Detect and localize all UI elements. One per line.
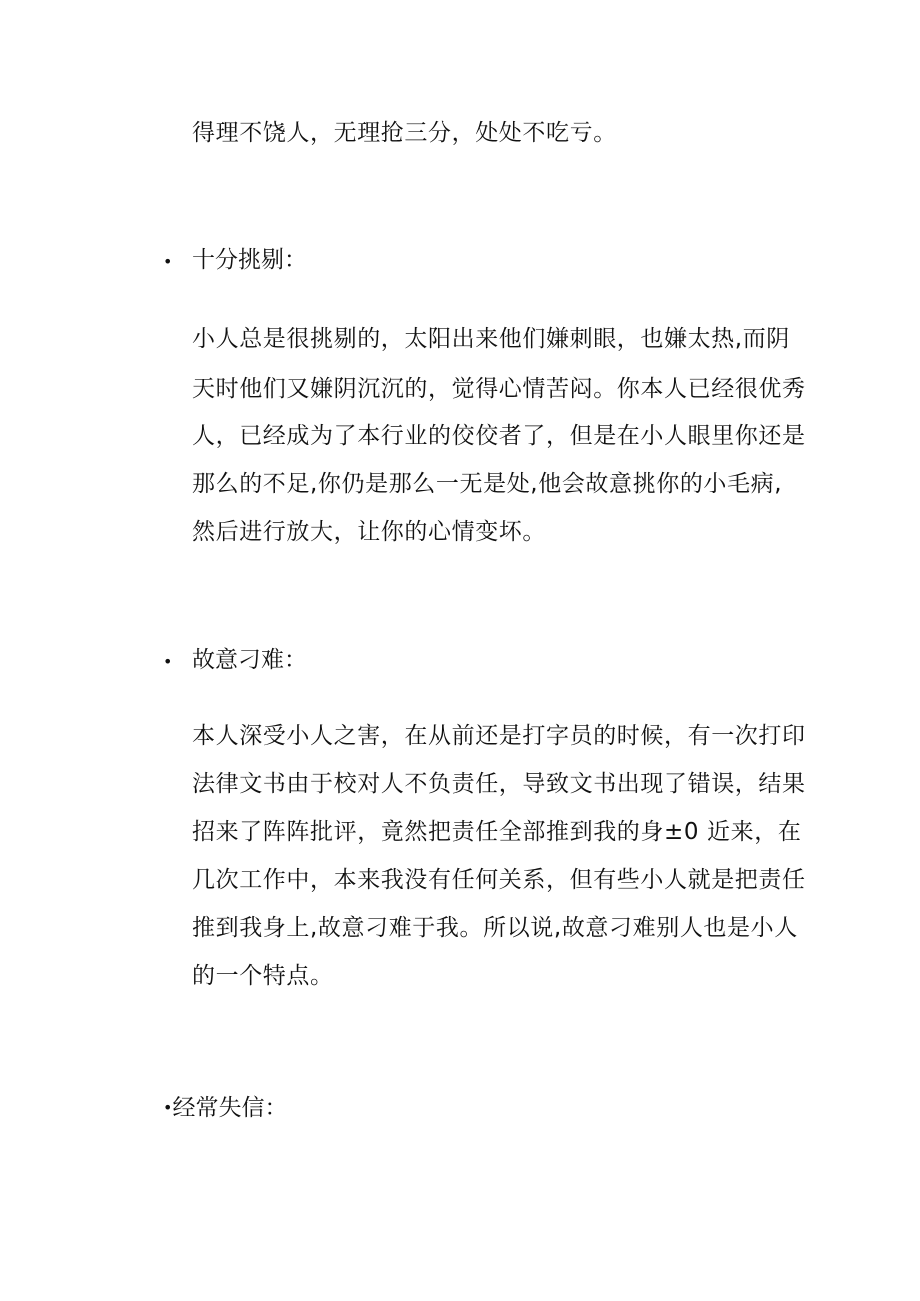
section-heading-label: 经常失信： <box>172 1095 288 1121</box>
paragraph-line: 那么的不足,你仍是那么一无是处,他会故意挑你的小毛病, <box>192 471 783 497</box>
bullet-marker: • <box>163 1098 173 1117</box>
section-heading-picky: 十分挑剔： <box>192 247 307 273</box>
paragraph-line: 招来了阵阵批评，竟然把责任全部推到我的身±0 近来，在 <box>192 819 802 845</box>
section-heading-difficulty: 故意刁难： <box>192 647 307 673</box>
paragraph-line: 法律文书由于校对人不负责任，导致文书出现了错误，结果 <box>192 771 806 797</box>
paragraph-line: 小人总是很挑剔的，太阳出来他们嫌刺眼，也嫌太热,而阴 <box>192 326 790 352</box>
paragraph-line: 推到我身上,故意刁难于我。所以说,故意刁难别人也是小人 <box>192 915 798 941</box>
paragraph-line: 人，已经成为了本行业的佼佼者了，但是在小人眼里你还是 <box>192 423 806 449</box>
bullet-marker: • <box>163 252 173 271</box>
section-heading-faithless <box>163 1093 287 1123</box>
paragraph-line: 的一个特点。 <box>192 963 334 989</box>
paragraph-line: 得理不饶人，无理抢三分，处处不吃亏。 <box>192 120 617 146</box>
paragraph-line: 几次工作中，本来我没有任何关系，但有些小人就是把责任 <box>192 867 806 893</box>
bullet-marker: • <box>163 652 173 671</box>
paragraph-line: 然后进行放大，让你的心情变坏。 <box>192 519 546 545</box>
paragraph-line: 本人深受小人之害，在从前还是打字员的时候，有一次打印 <box>192 723 806 749</box>
paragraph-line: 天时他们又嫌阴沉沉的，觉得心情苦闷。你本人已经很优秀 <box>192 376 806 402</box>
